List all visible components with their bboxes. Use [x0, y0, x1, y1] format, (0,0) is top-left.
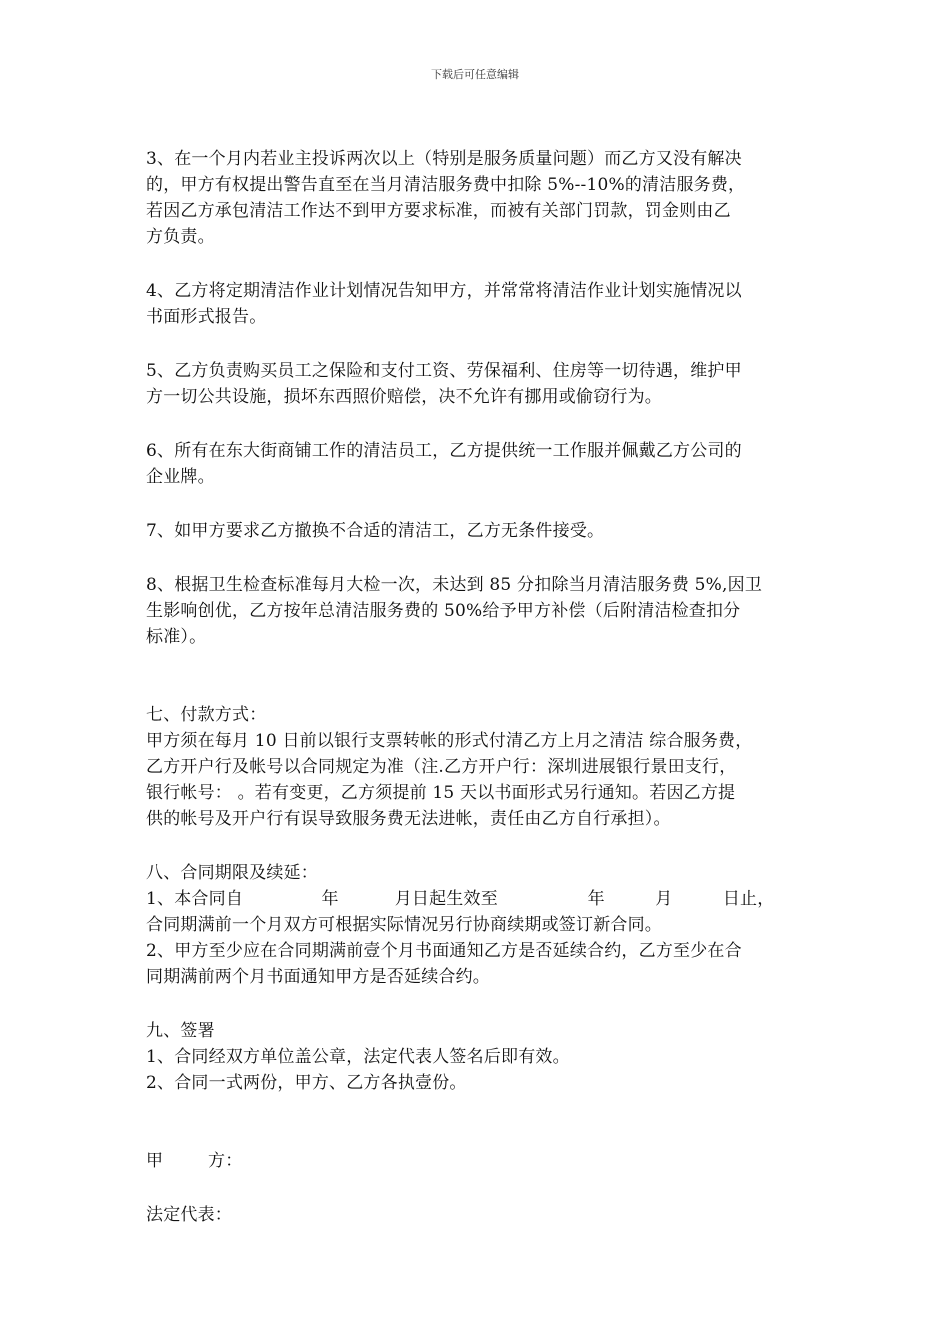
- term-section: [146, 860, 812, 990]
- clause-line: 5、乙方负责购买员工之保险和支付工资、劳保福利、住房等一切待遇，维护甲: [146, 361, 742, 381]
- signature-party-a: [146, 1148, 812, 1174]
- section-line: 乙方开户行及帐号以合同规定为准（注.乙方开户行：深圳进展银行景田支行，: [146, 757, 737, 777]
- legal-rep-label: 法定代表：: [146, 1205, 232, 1225]
- signature-legal-rep: [146, 1202, 812, 1228]
- clause-line: 企业牌。: [146, 467, 215, 487]
- section-line: 同期满前两个月书面通知甲方是否延续合约。: [146, 967, 490, 987]
- page-header-note: 下载后可任意编辑: [431, 68, 519, 81]
- clause-8: [146, 572, 812, 650]
- document-body: [146, 146, 812, 1256]
- payment-section: [146, 702, 812, 832]
- clause-line: 3、在一个月内若业主投诉两次以上（特别是服务质量问题）而乙方又没有解决: [146, 149, 742, 169]
- clause-line: 生影响创优，乙方按年总清洁服务费的 50%给予甲方补偿（后附清洁检查扣分: [146, 601, 741, 621]
- spacer: [146, 1122, 812, 1148]
- clause-line: 若因乙方承包清洁工作达不到甲方要求标准，而被有关部门罚款，罚金则由乙: [146, 201, 731, 221]
- clause-line: 方负责。: [146, 227, 215, 247]
- clause-5: [146, 358, 812, 410]
- spacer: [146, 1096, 812, 1122]
- section-line: 合同期满前一个月双方可根据实际情况另行协商续期或签订新合同。: [146, 915, 662, 935]
- section-line: 1、本合同自 年 月日起生效至 年 月 日止，: [146, 889, 775, 909]
- section-heading: 八、合同期限及续延：: [146, 863, 318, 883]
- section-line: 1、合同经双方单位盖公章，法定代表人签名后即有效。: [146, 1047, 570, 1067]
- signing-section: [146, 1018, 812, 1096]
- clause-line: 4、乙方将定期清洁作业计划情况告知甲方，并常常将清洁作业计划实施情况以: [146, 281, 742, 301]
- clause-line: 的，甲方有权提出警告直至在当月清洁服务费中扣除 5%--10%的清洁服务费，: [146, 175, 746, 195]
- section-heading: 七、付款方式：: [146, 705, 267, 725]
- clause-line: 8、根据卫生检查标准每月大检一次，未达到 85 分扣除当月清洁服务费 5%,因卫: [146, 575, 763, 595]
- clause-3: [146, 146, 812, 250]
- clause-line: 6、所有在东大街商铺工作的清洁员工，乙方提供统一工作服并佩戴乙方公司的: [146, 441, 742, 461]
- spacer: [146, 676, 812, 702]
- clause-6: [146, 438, 812, 490]
- clause-line: 书面形式报告。: [146, 307, 267, 327]
- section-line: 甲方须在每月 10 日前以银行支票转帐的形式付清乙方上月之清洁 综合服务费，: [146, 731, 753, 751]
- party-a-label: 甲 方：: [146, 1151, 243, 1171]
- section-line: 供的帐号及开户行有误导致服务费无法进帐，责任由乙方自行承担）。: [146, 809, 671, 829]
- clause-line: 7、如甲方要求乙方撤换不合适的清洁工，乙方无条件接受。: [146, 521, 605, 541]
- clause-4: [146, 278, 812, 330]
- section-line: 2、合同一式两份，甲方、乙方各执壹份。: [146, 1073, 467, 1093]
- clause-line: 标准）。: [146, 627, 207, 647]
- clause-line: 方一切公共设施，损坏东西照价赔偿，决不允许有挪用或偷窃行为。: [146, 387, 662, 407]
- clause-7: [146, 518, 812, 544]
- section-heading: 九、签署: [146, 1021, 215, 1041]
- spacer: [146, 650, 812, 676]
- section-line: 银行帐号： 。若有变更，乙方须提前 15 天以书面形式另行通知。若因乙方提: [146, 783, 736, 803]
- section-line: 2、甲方至少应在合同期满前壹个月书面通知乙方是否延续合约，乙方至少在合: [146, 941, 742, 961]
